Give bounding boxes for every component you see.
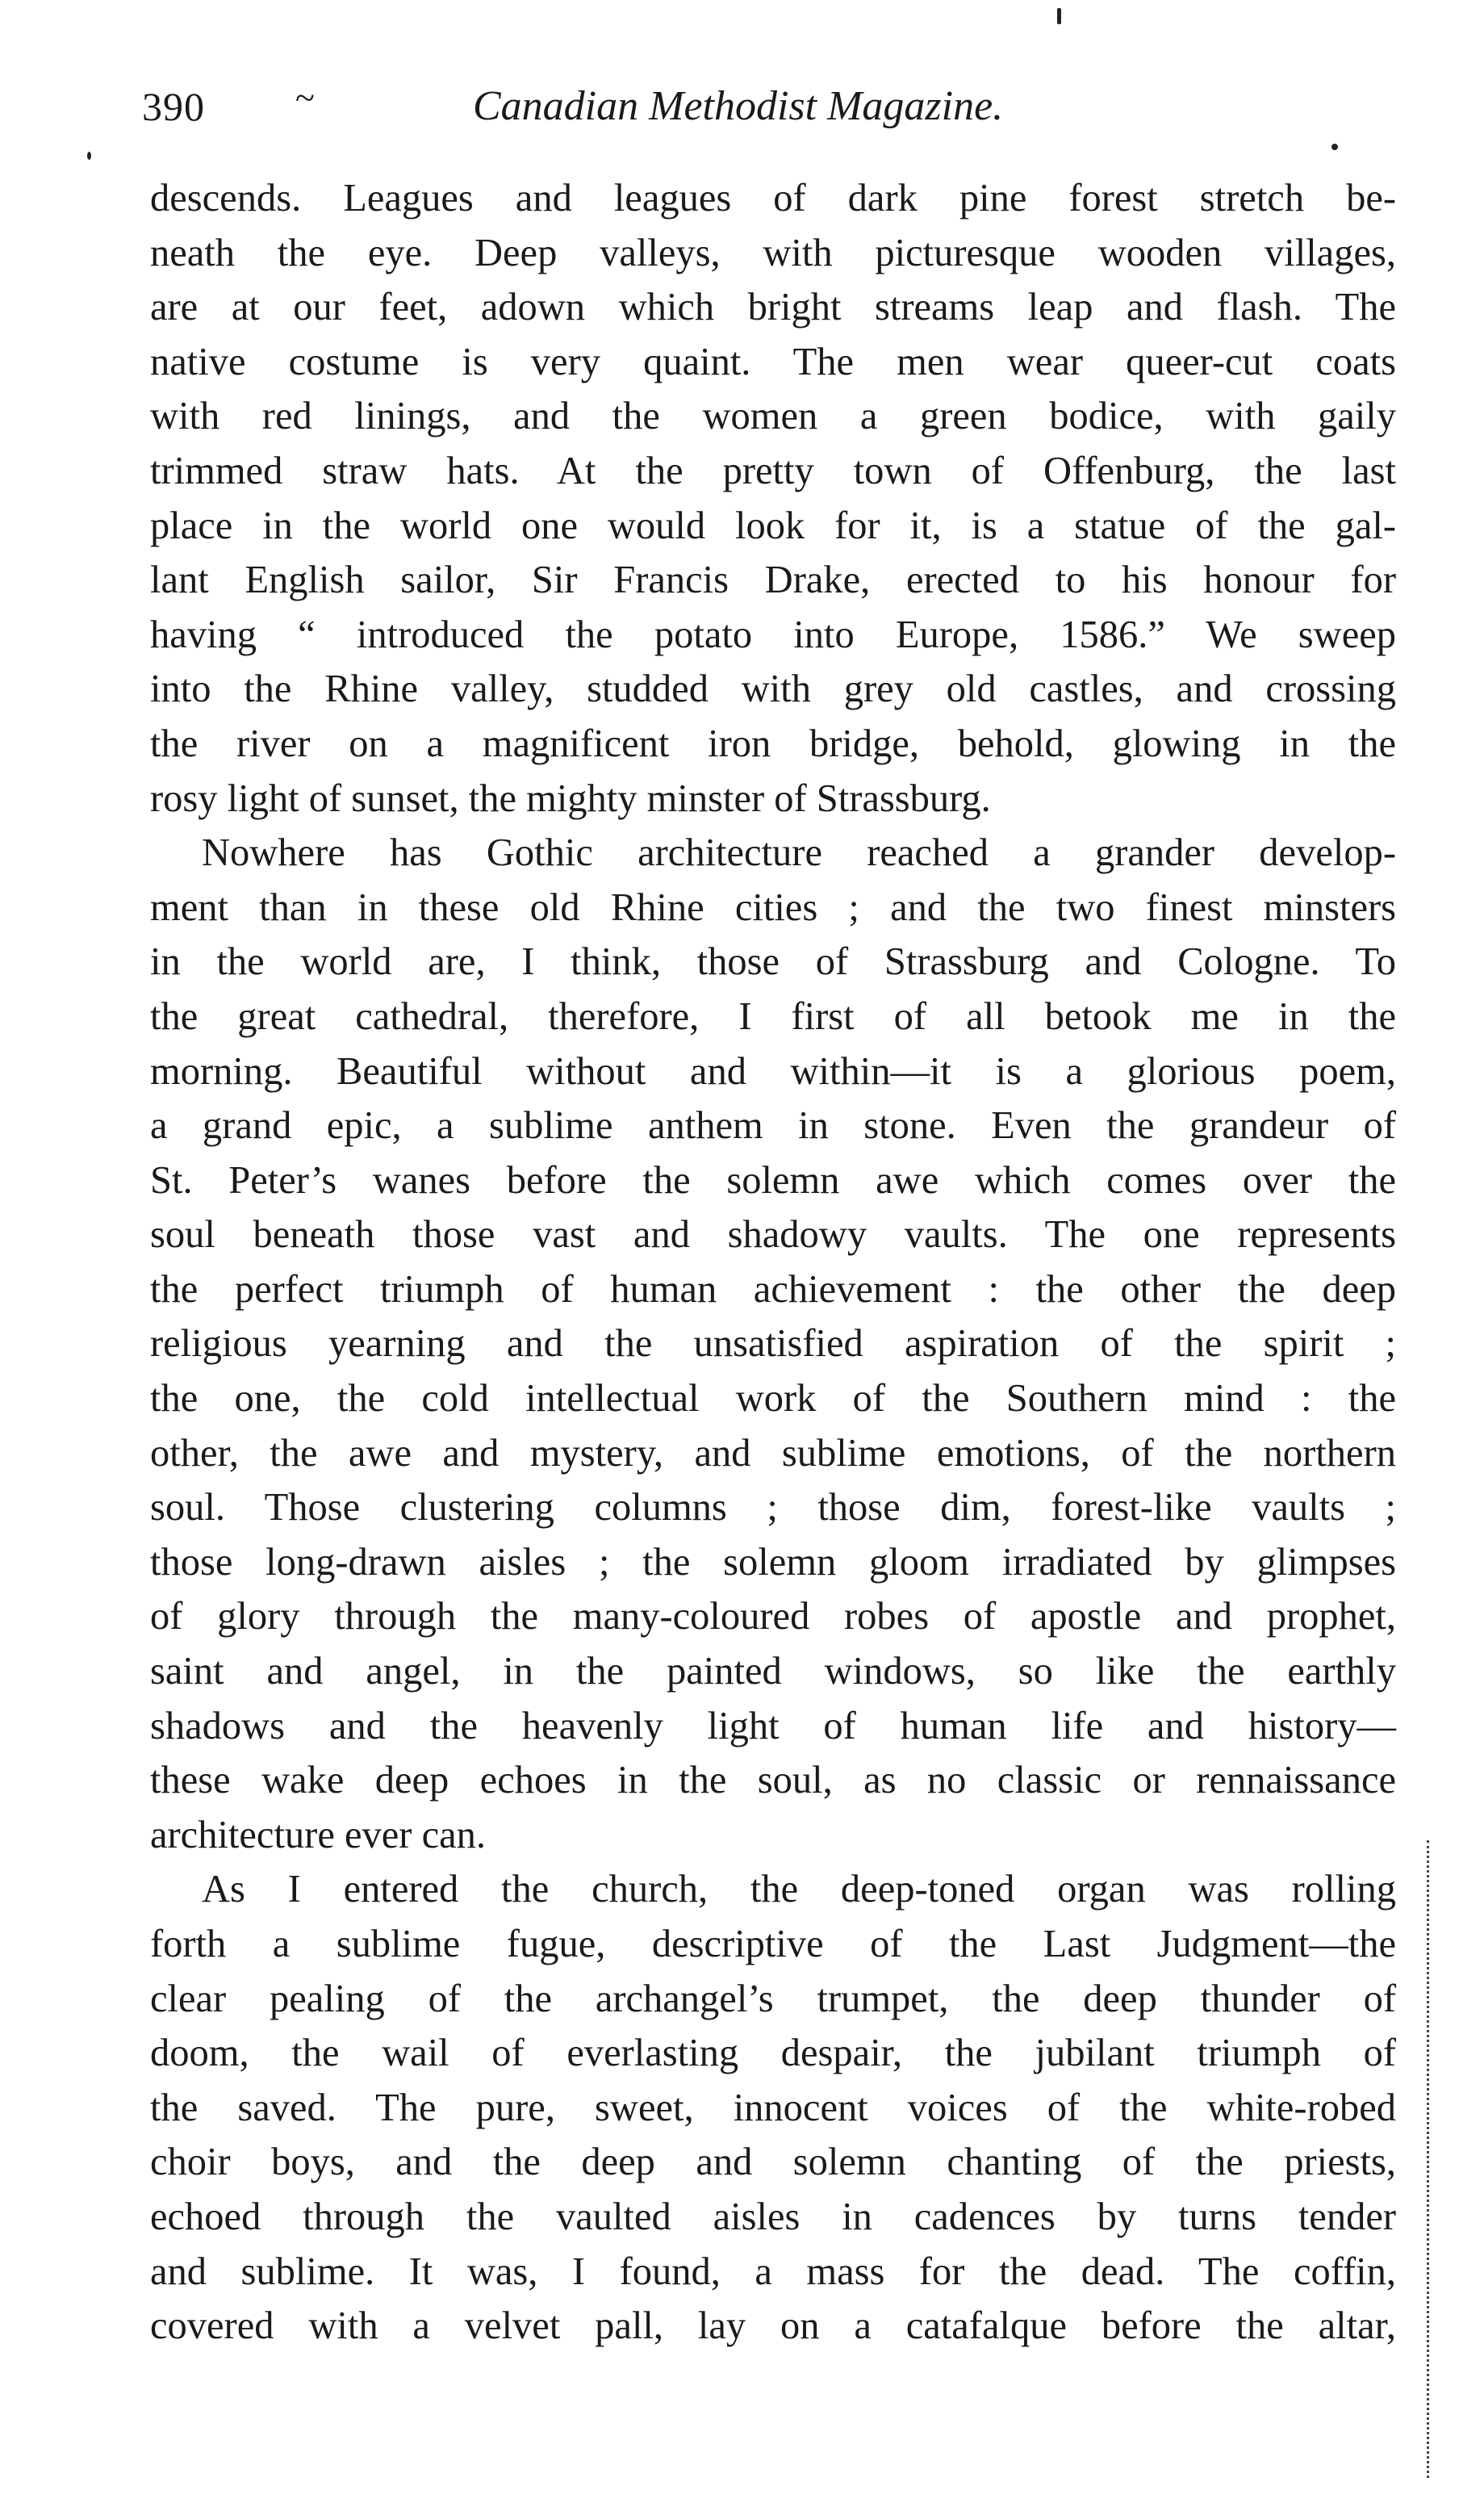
header-mark: ~ bbox=[295, 78, 315, 118]
text-line: the river on a magnificent iron bridge, behold, glowing in the bbox=[150, 722, 1396, 765]
text-line: ment than in these old Rhine cities ; and the two finest minsters bbox=[150, 885, 1396, 929]
text-line: these wake deep echoes in the soul, as no classic or rennaissance bbox=[150, 1759, 1396, 1802]
text-line: soul. Those clustering columns ; those dim, forest-like vaults ; bbox=[150, 1486, 1396, 1530]
text-line: the perfect triumph of human achievement : the other the deep bbox=[150, 1267, 1396, 1311]
text-line: in the world are, I think, those of Strassburg and Cologne. To bbox=[150, 940, 1396, 984]
text-line: choir boys, and the deep and solemn chanting of the priests, bbox=[150, 2141, 1396, 2184]
text-line: soul beneath those vast and shadowy vaults. The one represents bbox=[150, 1213, 1396, 1257]
text-line: having “ introduced the potato into Europe, 1586.” We sweep bbox=[150, 613, 1396, 656]
text-line: rosy light of sunset, the mighty minster of Strassburg. bbox=[150, 776, 991, 820]
text-line: the saved. The pure, sweet, innocent voices of the white-robed bbox=[150, 2086, 1396, 2129]
text-line: architecture ever can. bbox=[150, 1813, 486, 1856]
text-line: religious yearning and the unsatisfied aspiration of the spirit ; bbox=[150, 1322, 1396, 1366]
text-line: those long-drawn aisles ; the solemn gloom irradiated by glimpses bbox=[150, 1540, 1396, 1584]
text-line: place in the world one would look for it, is a statue of the gal- bbox=[150, 504, 1396, 547]
text-line: the great cathedral, therefore, I first of all betook me in the bbox=[150, 994, 1396, 1038]
text-line: Nowhere has Gothic architecture reached a grander develop- bbox=[202, 831, 1396, 875]
text-line: saint and angel, in the painted windows, so like the earthly bbox=[150, 1650, 1396, 1693]
text-line: a grand epic, a sublime anthem in stone. Even the grandeur of bbox=[150, 1104, 1396, 1148]
paragraph bbox=[150, 171, 1396, 826]
paragraph bbox=[150, 1862, 1396, 2353]
text-line: and sublime. It was, I found, a mass for the dead. The coffin, bbox=[150, 2250, 1396, 2293]
text-line: the one, the cold intellectual work of the Southern mind : the bbox=[150, 1377, 1396, 1421]
text-line: native costume is very quaint. The men wear queer-cut coats bbox=[150, 340, 1396, 383]
text-line: forth a sublime fugue, descriptive of the Last Judgment—the bbox=[150, 1923, 1396, 1965]
running-title: Canadian Methodist Magazine. bbox=[473, 83, 1004, 129]
text-line: echoed through the vaulted aisles in cadences by turns tender bbox=[150, 2195, 1396, 2238]
ink-speck bbox=[87, 152, 91, 160]
body-text bbox=[150, 171, 1396, 2354]
page-edge-binding bbox=[1427, 1840, 1434, 2478]
text-line: other, the awe and mystery, and sublime emotions, of the northern bbox=[150, 1431, 1396, 1475]
text-line: of glory through the many-coloured robes of apostle and prophet, bbox=[150, 1595, 1396, 1639]
text-line: morning. Beautiful without and within—it is a glorious poem, bbox=[150, 1049, 1396, 1093]
text-line: neath the eye. Deep valleys, with picturesque wooden villages, bbox=[150, 231, 1396, 274]
text-line: covered with a velvet pall, lay on a catafalque before the altar, bbox=[150, 2304, 1396, 2348]
text-line: St. Peter’s wanes before the solemn awe which comes over the bbox=[150, 1158, 1396, 1202]
ink-speck bbox=[1057, 8, 1061, 24]
text-line: lant English sailor, Sir Francis Drake, erected to his honour for bbox=[150, 559, 1396, 602]
text-line: descends. Leagues and leagues of dark pine forest stretch be- bbox=[150, 177, 1396, 220]
text-line: with red linings, and the women a green bodice, with gaily bbox=[150, 395, 1396, 438]
paragraph bbox=[150, 826, 1396, 1862]
page-header bbox=[142, 74, 1401, 139]
text-line: are at our feet, adown which bright streams leap and flash. The bbox=[150, 286, 1396, 329]
ink-speck bbox=[1331, 144, 1338, 150]
text-line: into the Rhine valley, studded with grey old castles, and crossing bbox=[150, 668, 1396, 711]
text-line: doom, the wail of everlasting despair, the jubilant triumph of bbox=[150, 2032, 1396, 2075]
text-line: shadows and the heavenly light of human life and history— bbox=[150, 1704, 1396, 1747]
text-line: trimmed straw hats. At the pretty town of Offenburg, the last bbox=[150, 449, 1396, 492]
page-number: 390 bbox=[142, 84, 205, 129]
text-line: As I entered the church, the deep-toned organ was rolling bbox=[202, 1868, 1396, 1911]
text-line: clear pealing of the archangel’s trumpet, the deep thunder of bbox=[150, 1977, 1396, 2020]
